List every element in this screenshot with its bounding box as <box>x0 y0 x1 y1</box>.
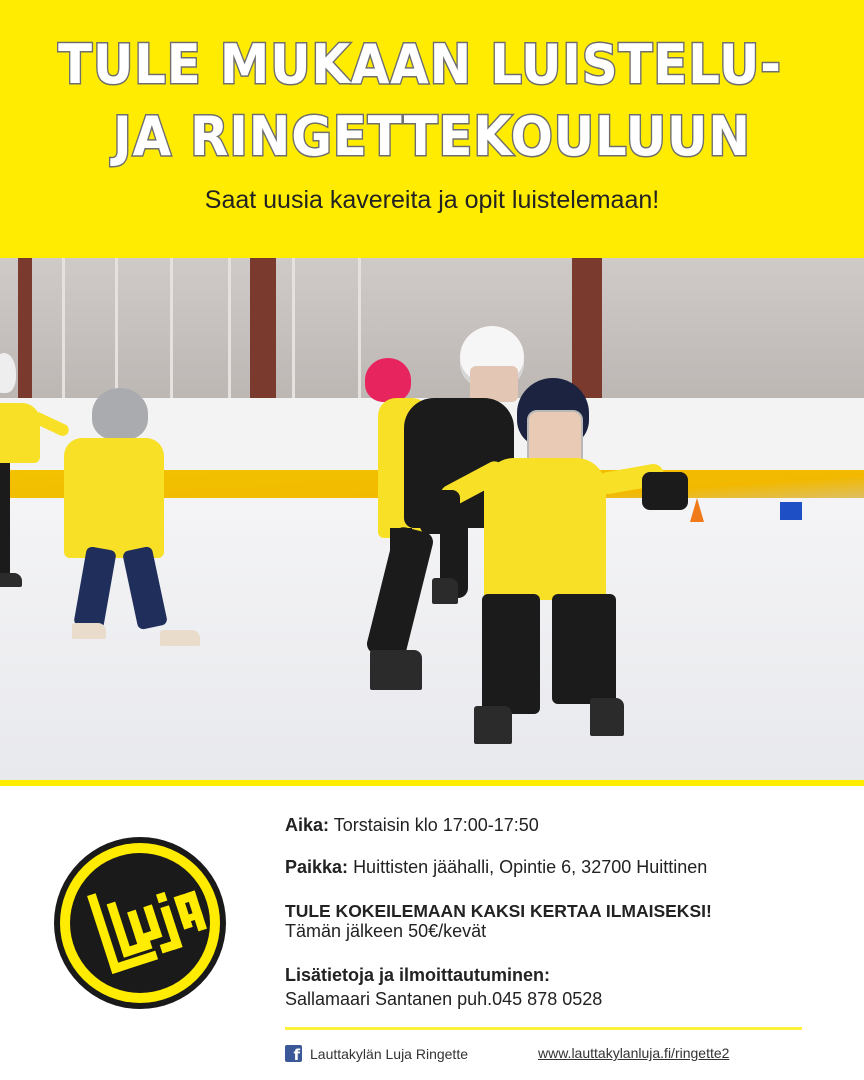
main-skater-skate <box>474 706 512 744</box>
skater-silver-skate <box>72 623 106 639</box>
luja-logo-icon <box>52 835 228 1011</box>
header-banner <box>0 0 864 258</box>
skater-pink-helmet <box>365 358 411 402</box>
main-skater-leg-right <box>552 594 616 704</box>
skater-left-skate <box>0 573 22 587</box>
arena-wall <box>0 258 864 398</box>
title-line-2: JA RINGETTEKOULUUN <box>113 105 751 168</box>
luja-logo <box>52 835 228 1011</box>
ice-rink-photo <box>0 258 864 780</box>
contact-label: Lisätietoja ja ilmoittautuminen: <box>285 965 551 985</box>
wall-beam <box>250 258 276 398</box>
price-text: Tämän jälkeen 50€/kevät <box>285 921 487 941</box>
wall-post <box>170 258 173 398</box>
skater-left-legs <box>0 463 10 573</box>
wall-post <box>62 258 65 398</box>
main-skater-glove-left <box>420 490 460 534</box>
contact-value: Sallamaari Santanen puh.045 878 0528 <box>285 989 603 1009</box>
facebook-label: Lauttakylän Luja Ringette <box>310 1045 468 1062</box>
wall-beam <box>572 258 602 398</box>
instructor-skate <box>370 650 422 690</box>
place-label: Paikka: <box>285 857 349 877</box>
time-value: Torstaisin klo 17:00-17:50 <box>333 815 539 835</box>
skater-silver-skate <box>160 630 200 646</box>
main-skater-leg-left <box>482 594 540 714</box>
time-label: Aika: <box>285 815 330 835</box>
main-skater-skate <box>590 698 624 736</box>
instructor-face <box>470 366 518 402</box>
skater-silver-helmet <box>92 388 148 440</box>
wall-beam <box>18 258 32 398</box>
website-link[interactable]: www.lauttakylanluja.fi/ringette2 <box>538 1045 730 1061</box>
facebook-link[interactable] <box>285 1045 468 1062</box>
yellow-divider-strip <box>0 780 864 786</box>
subtitle: Saat uusia kavereita ja opit luistelemaan! <box>204 186 660 214</box>
instructor-skate <box>432 578 458 604</box>
skater-silver-jersey <box>64 438 164 558</box>
cone-icon <box>690 498 704 522</box>
footer-divider <box>285 1027 802 1030</box>
wall-post <box>115 258 118 398</box>
blue-marker <box>780 502 802 520</box>
wall-post <box>292 258 295 398</box>
place-row <box>285 856 707 878</box>
facebook-icon: f <box>285 1045 302 1062</box>
free-trial-cta: TULE KOKEILEMAAN KAKSI KERTAA ILMAISEKSI! <box>285 901 712 921</box>
time-row <box>285 814 539 836</box>
place-value: Huittisten jäähalli, Opintie 6, 32700 Huittinen <box>353 857 708 877</box>
wall-post <box>228 258 231 398</box>
main-skater-glove-right <box>642 472 688 510</box>
title-line-1: TULE MUKAAN LUISTELU- <box>58 33 782 96</box>
wall-post <box>358 258 361 398</box>
